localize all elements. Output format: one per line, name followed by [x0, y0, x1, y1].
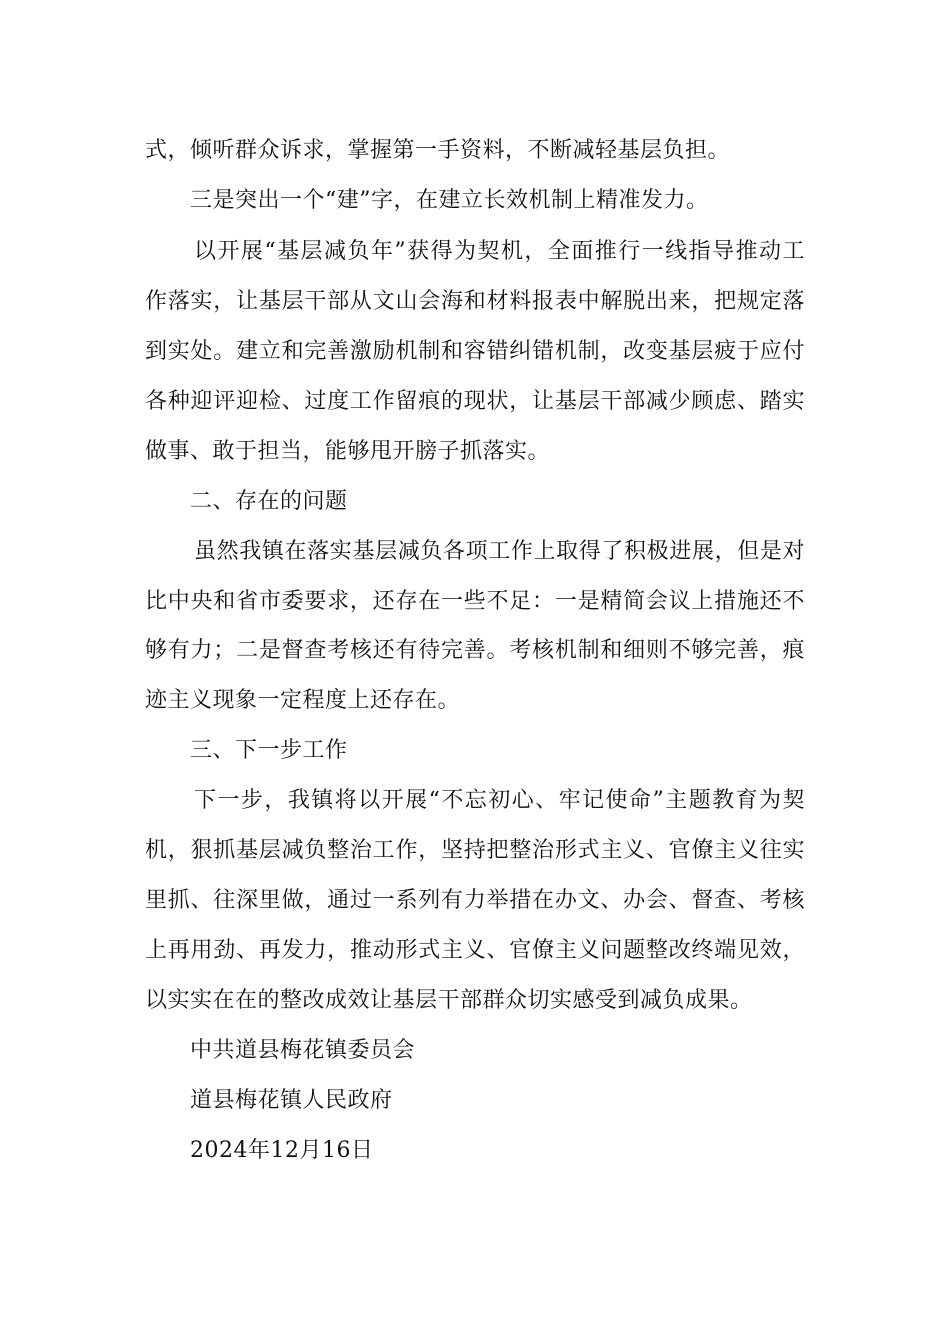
paragraph-line: 式，倾听群众诉求，掌握第一手资料，不断减轻基层负担。 [145, 138, 731, 163]
section-heading: 二、存在的问题 [190, 489, 348, 514]
paragraph-line: 以开展“基层减负年”获得为契机，全面推行一线指导推动工 [194, 239, 805, 264]
paragraph-line: 够有力；二是督查考核还有待完善。考核机制和细则不够完善，痕 [145, 638, 805, 663]
paragraph-line: 三是突出一个“建”字，在建立长效机制上精准发力。 [190, 188, 709, 213]
paragraph-line: 到实处。建立和完善激励机制和容错纠错机制，改变基层疲于应付 [145, 339, 805, 364]
section-heading: 三、下一步工作 [190, 738, 348, 763]
signature-org-government: 道县梅花镇人民政府 [190, 1088, 393, 1113]
paragraph-line: 下一步，我镇将以开展“不忘初心、牢记使命”主题教育为契 [194, 788, 805, 813]
paragraph-line: 里抓、往深里做，通过一系列有力举措在办文、办会、督查、考核 [145, 888, 805, 913]
paragraph-line: 以实实在在的整改成效让基层干部群众切实感受到减负成果。 [145, 988, 753, 1013]
paragraph-line: 虽然我镇在落实基层减负各项工作上取得了积极进展，但是对 [194, 539, 805, 564]
signature-org-party: 中共道县梅花镇委员会 [190, 1038, 416, 1063]
paragraph-line: 迹主义现象一定程度上还存在。 [145, 688, 461, 713]
paragraph-line: 做事、敢于担当，能够甩开膀子抓落实。 [145, 439, 551, 464]
paragraph-line: 作落实，让基层干部从文山会海和材料报表中解脱出来，把规定落 [145, 289, 805, 314]
paragraph-line: 比中央和省市委要求，还存在一些不足：一是精简会议上措施还不 [145, 589, 805, 614]
paragraph-line: 各种迎评迎检、过度工作留痕的现状，让基层干部减少顾虑、踏实 [145, 389, 805, 414]
paragraph-line: 上再用劲、再发力，推动形式主义、官僚主义问题整改终端见效， [145, 938, 805, 963]
paragraph-line: 机，狠抓基层减负整治工作，坚持把整治形式主义、官僚主义往实 [145, 838, 805, 863]
signature-date: 2024年12月16日 [190, 1138, 374, 1163]
